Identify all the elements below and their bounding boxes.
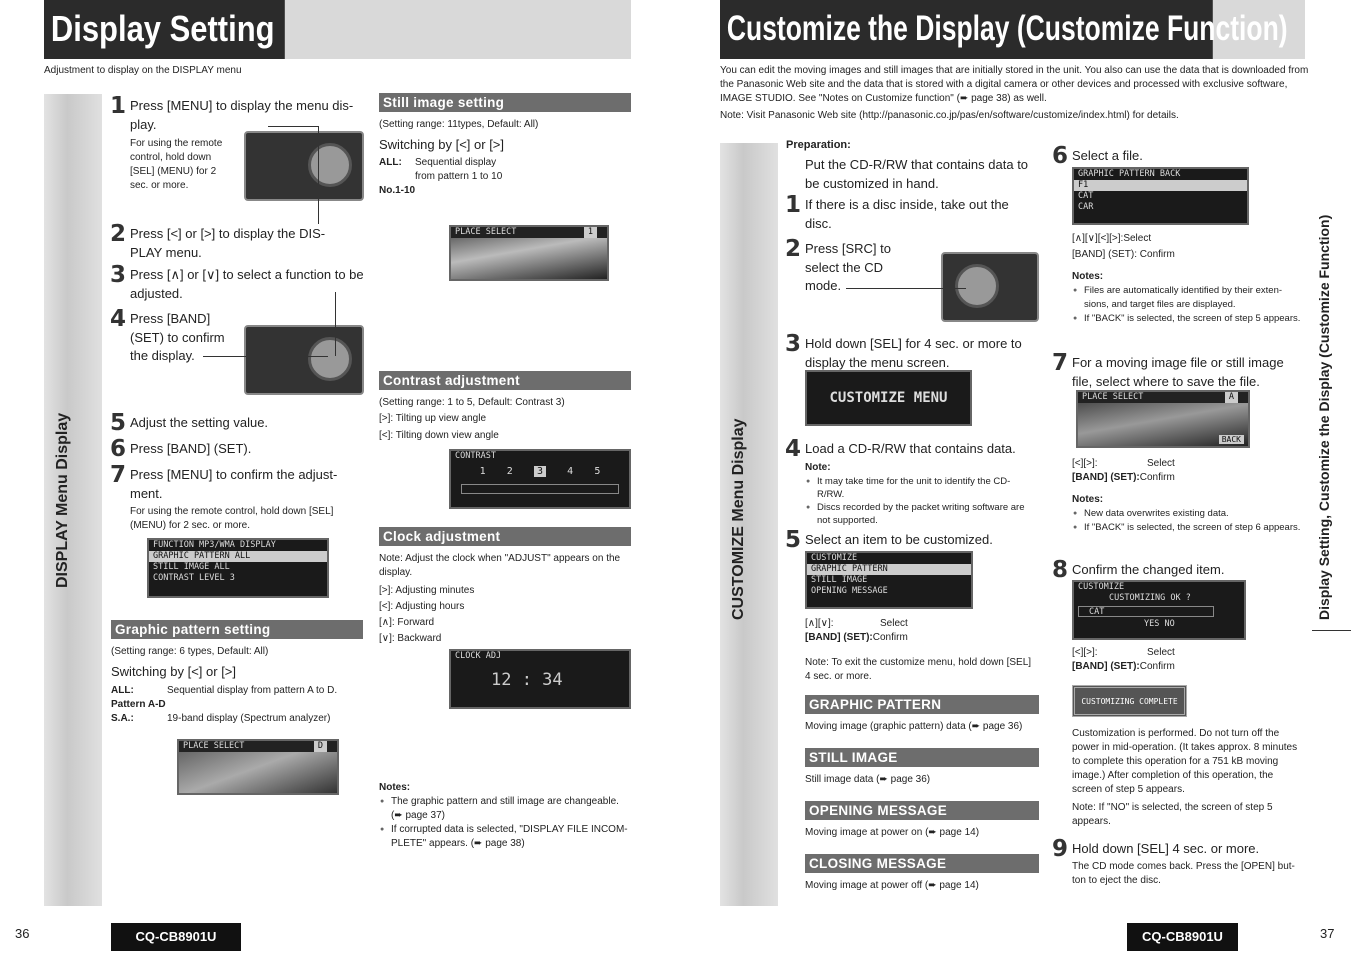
r-step-9: 9 Hold down [SEL] 4 sec. or more.: [1052, 836, 1260, 862]
step-2: 2 Press [<] or [>] to display the DIS-PLAY menu.: [110, 221, 326, 260]
function-menu-lcd: [147, 538, 329, 598]
graphic-pattern-lcd: PLACE SELECT D: [177, 739, 339, 795]
prep-title: Preparation:: [786, 139, 851, 151]
still-image-lcd: PLACE SELECT 1: [449, 225, 609, 281]
lcd-row: GRAPHIC PATTERN ALL: [149, 551, 327, 562]
r-step-7-notes: Notes: ● New data overwrites existing data. ● If "BACK" is selected, the screen of step 6 appears.: [1072, 493, 1304, 535]
subtitle-left: Adjustment to display on the DISPLAY menu: [44, 65, 242, 76]
contrast-level-bar: [461, 484, 619, 494]
still-switching: Switching by [<] or [>]: [379, 137, 505, 152]
r-step-9-note: The CD mode comes back. Press the [OPEN] but-ton to eject the disc.: [1072, 861, 1295, 886]
control-knob-icon: [308, 143, 352, 187]
intro-note: Note: Visit Panasonic Web site (http://panasonic.co.jp/pas/en/software/customize/index.html) for details.: [720, 110, 1179, 121]
step-3: 3 Press [∧] or [∨] to select a function to be adjusted.: [110, 262, 364, 301]
contrast-range: (Setting range: 1 to 5, Default: Contrast 3): [379, 397, 565, 408]
clock-heading: Clock adjustment: [379, 527, 631, 546]
side-label-right: CUSTOMIZE Menu Display: [730, 418, 747, 620]
r-step-5-keys: [∧][∨]: Select [BAND] (SET):Confirm: [805, 618, 908, 643]
still-range: (Setting range: 11types, Default: All): [379, 119, 539, 130]
complete-note: Note: If "NO" is selected, the screen of step 5 appears.: [1072, 802, 1273, 827]
place-select-lcd: PLACE SELECT A BACK: [1076, 390, 1250, 448]
prep-text: Put the CD-R/RW that contains data to be customized in hand.: [805, 157, 1029, 191]
step-1: 1 Press [MENU] to display the menu dis-play.: [110, 93, 354, 132]
r-step-6: 6 Select a file.: [1052, 143, 1143, 169]
contrast-lcd: CONTRAST 1 2 3 4 5: [449, 449, 631, 509]
head-unit-image-2: [244, 325, 364, 395]
r-step-7-keys: [<][>]: Select [BAND] (SET):Confirm: [1072, 458, 1175, 483]
step-1-note: For using the remote control, hold down [SEL] (MENU) for 2 sec. or more.: [130, 138, 223, 191]
section-opening-text: Moving image at power on (➨ page 14): [805, 827, 980, 838]
head-unit-image-1: [244, 131, 364, 201]
clock-lcd: CLOCK ADJ 12 : 34: [449, 649, 631, 709]
contrast-up: [>]: Tilting up view angle: [379, 413, 487, 424]
page-number-left: 36: [15, 926, 30, 941]
clock-note: Note: Adjust the clock when "ADJUST" appears on the display.: [379, 553, 621, 578]
notes-left: Notes: ● The graphic pattern and still image are changeable. (➨ page 37) ● If corrupted data is selected, "DISPLAY FILE INCOM-PLETE" appears. (➨ page 38): [379, 781, 631, 851]
still-rows: ALL: Sequential display from pattern 1 to 10 No.1-10: [379, 157, 503, 196]
r-step-5: 5 Select an item to be customized.: [785, 527, 993, 553]
contrast-heading: Contrast adjustment: [379, 371, 631, 390]
section-still-text: Still image data (➨ page 36): [805, 774, 931, 785]
customize-menu-lcd: CUSTOMIZE MENU: [805, 370, 972, 426]
graphic-rows: ALL: Sequential display from pattern A to D. Pattern A-D S.A.: 19-band display (Spectrum analyzer): [111, 685, 338, 724]
section-still-heading: STILL IMAGE: [805, 748, 1039, 767]
head-unit-image-3: [941, 252, 1039, 322]
r-step-8-keys: [<][>]: Select [BAND] (SET):Confirm: [1072, 647, 1175, 672]
exit-note: Note: To exit the customize menu, hold down [SEL] 4 sec. or more.: [805, 657, 1032, 682]
side-strip-right: [720, 143, 778, 906]
step-6: 6 Press [BAND] (SET).: [110, 436, 252, 462]
customizing-complete-lcd: CUSTOMIZING COMPLETE: [1072, 685, 1187, 717]
r-step-7: 7 For a moving image file or still image file, select where to save the file.: [1052, 350, 1284, 389]
still-image-heading: Still image setting: [379, 93, 631, 112]
side-strip-left: [44, 94, 102, 906]
r-step-6-notes: Notes: ● Files are automatically identified by their exten-sions, and target files are displayed. ● If "BACK" is selected, the screen of step 5 appears.: [1072, 270, 1304, 326]
customize-list-lcd: CUSTOMIZE GRAPHIC PATTERN STILL IMAGE OPENING MESSAGE: [805, 551, 973, 609]
customizing-ok-lcd: CUSTOMIZE CUSTOMIZING OK ? CAT YES NO: [1072, 580, 1246, 640]
step-4: 4 Press [BAND] (SET) to confirm the display.: [110, 306, 225, 363]
step-7-note: For using the remote control, hold down [SEL] (MENU) for 2 sec. or more.: [130, 506, 334, 531]
r-step-1: 1 If there is a disc inside, take out the disc.: [785, 192, 1009, 231]
r-step-6-keys: [∧][∨][<][>]:Select: [1072, 233, 1152, 244]
section-graphic-heading: GRAPHIC PATTERN: [805, 695, 1039, 714]
graphic-range: (Setting range: 6 types, Default: All): [111, 646, 269, 657]
control-knob-icon: [308, 337, 352, 381]
step-7: 7 Press [MENU] to confirm the adjust-ment.: [110, 462, 338, 501]
r-step-4: 4 Load a CD-R/RW that contains data.: [785, 436, 1016, 462]
r-step-6-keys2: [BAND] (SET): Confirm: [1072, 249, 1175, 260]
section-opening-heading: OPENING MESSAGE: [805, 801, 1039, 820]
page-title-left: Display Setting: [44, 0, 285, 59]
edge-label-right: Display Setting, Customize the Display (Customize Function): [1316, 214, 1332, 620]
model-badge-right: CQ-CB8901U: [1127, 923, 1238, 951]
step-5: 5 Adjust the setting value.: [110, 410, 269, 436]
intro-text: You can edit the moving images and still images that are initially stored in the unit. You also can use the data that is downloaded from the Panasonic Web site and the data that is stored with a digital camera or other devices and processed with exclusive software, IMAGE STUDIO. See "Notes on Customize function" (➨ page 38) as well.: [720, 65, 1309, 104]
file-select-lcd: GRAPHIC PATTERN BACK F1 CAT CAR: [1072, 167, 1249, 225]
r-step-4-notes: Note: ● It may take time for the unit to identify the CD-R/RW. ● Discs recorded by the packet writing software are not supported.: [805, 461, 1037, 527]
clock-keys: [>]: Adjusting minutes [<]: Adjusting hours [∧]: Forward [∨]: Backward: [379, 585, 475, 644]
contrast-down: [<]: Tilting down view angle: [379, 430, 499, 441]
section-graphic-text: Moving image (graphic pattern) data (➨ page 36): [805, 721, 1023, 732]
side-label-left: DISPLAY Menu Display: [54, 412, 71, 588]
graphic-switching: Switching by [<] or [>]: [111, 664, 237, 679]
graphic-pattern-heading: Graphic pattern setting: [111, 620, 363, 639]
page-title-right: Customize the Display (Customize Function): [720, 0, 1213, 59]
control-knob-icon: [955, 264, 999, 308]
r-step-2: 2 Press [SRC] to select the CD mode.: [785, 236, 891, 293]
lcd-row: CONTRAST LEVEL 3: [153, 573, 235, 583]
complete-text: Customization is performed. Do not turn off the power in mid-operation. (It takes approx. 8 minutes to complete this operation for a 751 kB moving image.) After completion of this operation, the screen of step 5 appears.: [1072, 728, 1298, 795]
lcd-row: STILL IMAGE ALL: [153, 562, 230, 572]
page-number-right: 37: [1320, 926, 1335, 941]
model-badge-left: CQ-CB8901U: [111, 923, 241, 951]
section-closing-text: Moving image at power off (➨ page 14): [805, 880, 979, 891]
section-closing-heading: CLOSING MESSAGE: [805, 854, 1039, 873]
lcd-row: FUNCTION MP3/WMA DISPLAY: [153, 540, 276, 550]
r-step-8: 8 Confirm the changed item.: [1052, 557, 1225, 583]
r-step-3: 3 Hold down [SEL] for 4 sec. or more to display the menu screen.: [785, 331, 1022, 370]
